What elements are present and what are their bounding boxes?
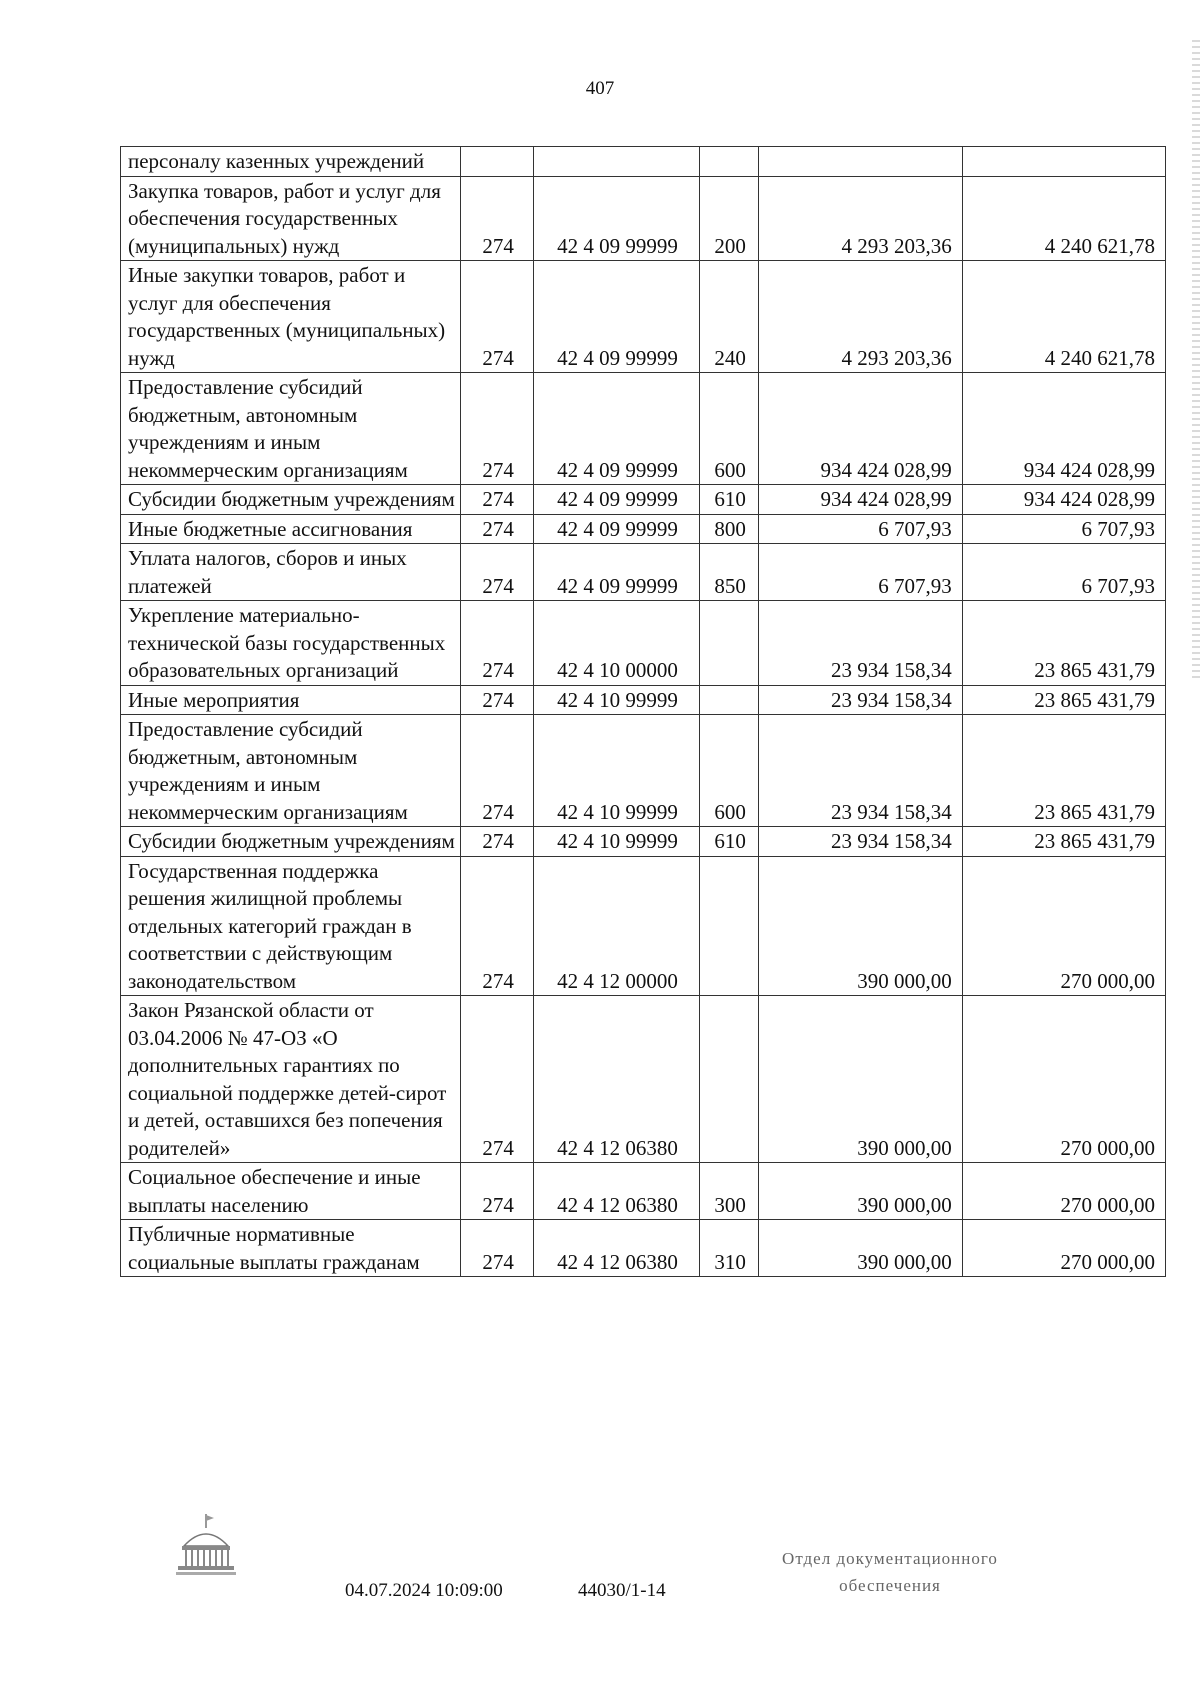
cell-name: Закупка товаров, работ и услуг для обеспечения государственных (муниципальных) нужд bbox=[121, 176, 461, 261]
table-row bbox=[121, 827, 1166, 857]
cell-sum-2: 270 000,00 bbox=[962, 1163, 1165, 1220]
cell-code: 274 bbox=[461, 996, 534, 1163]
cell-type bbox=[699, 147, 759, 177]
cell-sum-2: 23 865 431,79 bbox=[962, 685, 1165, 715]
cell-type bbox=[699, 856, 759, 996]
cell-sum-1: 6 707,93 bbox=[759, 514, 962, 544]
cell-name: Субсидии бюджетным учреждениям bbox=[121, 827, 461, 857]
cell-code: 274 bbox=[461, 856, 534, 996]
cell-type bbox=[699, 601, 759, 686]
cell-target: 42 4 09 99999 bbox=[534, 176, 700, 261]
footer-doc-number: 44030/1-14 bbox=[578, 1580, 666, 1601]
cell-code: 274 bbox=[461, 601, 534, 686]
cell-code: 274 bbox=[461, 373, 534, 485]
cell-sum-2: 270 000,00 bbox=[962, 1220, 1165, 1277]
table-row bbox=[121, 715, 1166, 827]
cell-target: 42 4 09 99999 bbox=[534, 261, 700, 373]
cell-target: 42 4 12 06380 bbox=[534, 1220, 700, 1277]
cell-type: 240 bbox=[699, 261, 759, 373]
table-row bbox=[121, 514, 1166, 544]
cell-type: 800 bbox=[699, 514, 759, 544]
cell-target: 42 4 09 99999 bbox=[534, 485, 700, 515]
table-row bbox=[121, 373, 1166, 485]
cell-code: 274 bbox=[461, 544, 534, 601]
table-row bbox=[121, 261, 1166, 373]
cell-sum-1: 6 707,93 bbox=[759, 544, 962, 601]
table-row bbox=[121, 1220, 1166, 1277]
cell-sum-2: 23 865 431,79 bbox=[962, 601, 1165, 686]
cell-sum-1: 934 424 028,99 bbox=[759, 485, 962, 515]
cell-target: 42 4 10 99999 bbox=[534, 827, 700, 857]
table-row bbox=[121, 147, 1166, 177]
table-row bbox=[121, 601, 1166, 686]
cell-sum-1: 23 934 158,34 bbox=[759, 827, 962, 857]
cell-code bbox=[461, 147, 534, 177]
cell-code: 274 bbox=[461, 1220, 534, 1277]
cell-target: 42 4 10 00000 bbox=[534, 601, 700, 686]
table-row bbox=[121, 996, 1166, 1163]
cell-sum-1: 4 293 203,36 bbox=[759, 261, 962, 373]
cell-sum-2: 934 424 028,99 bbox=[962, 485, 1165, 515]
cell-sum-2: 934 424 028,99 bbox=[962, 373, 1165, 485]
cell-target bbox=[534, 147, 700, 177]
cell-sum-1: 390 000,00 bbox=[759, 1220, 962, 1277]
cell-type bbox=[699, 996, 759, 1163]
table-row bbox=[121, 544, 1166, 601]
cell-type: 600 bbox=[699, 373, 759, 485]
cell-target: 42 4 12 06380 bbox=[534, 996, 700, 1163]
cell-sum-2: 6 707,93 bbox=[962, 514, 1165, 544]
cell-name: Субсидии бюджетным учреждениям bbox=[121, 485, 461, 515]
cell-type: 610 bbox=[699, 485, 759, 515]
cell-target: 42 4 09 99999 bbox=[534, 514, 700, 544]
cell-sum-1 bbox=[759, 147, 962, 177]
stamp-line-1: Отдел документационного bbox=[782, 1549, 998, 1568]
cell-name: Социальное обеспечение и иные выплаты населению bbox=[121, 1163, 461, 1220]
cell-target: 42 4 10 99999 bbox=[534, 685, 700, 715]
table-row bbox=[121, 685, 1166, 715]
cell-type: 610 bbox=[699, 827, 759, 857]
table-row bbox=[121, 856, 1166, 996]
department-stamp bbox=[760, 1545, 1020, 1599]
cell-code: 274 bbox=[461, 261, 534, 373]
cell-code: 274 bbox=[461, 485, 534, 515]
cell-name: Публичные нормативные социальные выплаты гражданам bbox=[121, 1220, 461, 1277]
cell-type: 200 bbox=[699, 176, 759, 261]
cell-sum-2: 23 865 431,79 bbox=[962, 827, 1165, 857]
cell-name: персоналу казенных учреждений bbox=[121, 147, 461, 177]
cell-type bbox=[699, 685, 759, 715]
cell-type: 300 bbox=[699, 1163, 759, 1220]
cell-code: 274 bbox=[461, 827, 534, 857]
cell-name: Предоставление субсидий бюджетным, автономным учреждениям и иным некоммерческим организациям bbox=[121, 715, 461, 827]
cell-sum-2 bbox=[962, 147, 1165, 177]
cell-sum-2: 4 240 621,78 bbox=[962, 261, 1165, 373]
cell-target: 42 4 12 06380 bbox=[534, 1163, 700, 1220]
cell-sum-1: 23 934 158,34 bbox=[759, 601, 962, 686]
cell-sum-2: 270 000,00 bbox=[962, 856, 1165, 996]
cell-target: 42 4 09 99999 bbox=[534, 544, 700, 601]
cell-sum-2: 270 000,00 bbox=[962, 996, 1165, 1163]
cell-name: Уплата налогов, сборов и иных платежей bbox=[121, 544, 461, 601]
footer-date: 04.07.2024 10:09:00 bbox=[345, 1580, 503, 1601]
cell-code: 274 bbox=[461, 514, 534, 544]
cell-name: Иные мероприятия bbox=[121, 685, 461, 715]
cell-target: 42 4 10 99999 bbox=[534, 715, 700, 827]
cell-type: 850 bbox=[699, 544, 759, 601]
cell-sum-1: 934 424 028,99 bbox=[759, 373, 962, 485]
cell-name: Укрепление материально-технической базы государственных образовательных организаций bbox=[121, 601, 461, 686]
table-row bbox=[121, 1163, 1166, 1220]
cell-name: Иные закупки товаров, работ и услуг для обеспечения государственных (муниципальных) нужд bbox=[121, 261, 461, 373]
table-row bbox=[121, 485, 1166, 515]
cell-target: 42 4 12 00000 bbox=[534, 856, 700, 996]
cell-code: 274 bbox=[461, 1163, 534, 1220]
cell-name: Иные бюджетные ассигнования bbox=[121, 514, 461, 544]
cell-sum-1: 4 293 203,36 bbox=[759, 176, 962, 261]
cell-sum-1: 390 000,00 bbox=[759, 996, 962, 1163]
page-number: 407 bbox=[585, 78, 615, 99]
cell-name: Предоставление субсидий бюджетным, автономным учреждениям и иным некоммерческим организациям bbox=[121, 373, 461, 485]
cell-name: Государственная поддержка решения жилищной проблемы отдельных категорий граждан в соответствии с действующим законодательством bbox=[121, 856, 461, 996]
cell-name: Закон Рязанской области от 03.04.2006 № 47-ОЗ «О дополнительных гарантиях по социальной поддержке детей-сирот и детей, оставшихся без попечения родителей» bbox=[121, 996, 461, 1163]
cell-type: 310 bbox=[699, 1220, 759, 1277]
cell-sum-1: 390 000,00 bbox=[759, 856, 962, 996]
cell-code: 274 bbox=[461, 685, 534, 715]
cell-sum-1: 23 934 158,34 bbox=[759, 715, 962, 827]
budget-table bbox=[120, 146, 1166, 1277]
cell-sum-1: 23 934 158,34 bbox=[759, 685, 962, 715]
stamp-line-2: обеспечения bbox=[839, 1576, 941, 1595]
cell-target: 42 4 09 99999 bbox=[534, 373, 700, 485]
cell-sum-2: 6 707,93 bbox=[962, 544, 1165, 601]
cell-sum-2: 23 865 431,79 bbox=[962, 715, 1165, 827]
cell-sum-2: 4 240 621,78 bbox=[962, 176, 1165, 261]
cell-type: 600 bbox=[699, 715, 759, 827]
cell-code: 274 bbox=[461, 715, 534, 827]
duma-building-icon bbox=[170, 1510, 242, 1582]
cell-code: 274 bbox=[461, 176, 534, 261]
scan-edge-artifact bbox=[1192, 40, 1200, 680]
cell-sum-1: 390 000,00 bbox=[759, 1163, 962, 1220]
table-row bbox=[121, 176, 1166, 261]
